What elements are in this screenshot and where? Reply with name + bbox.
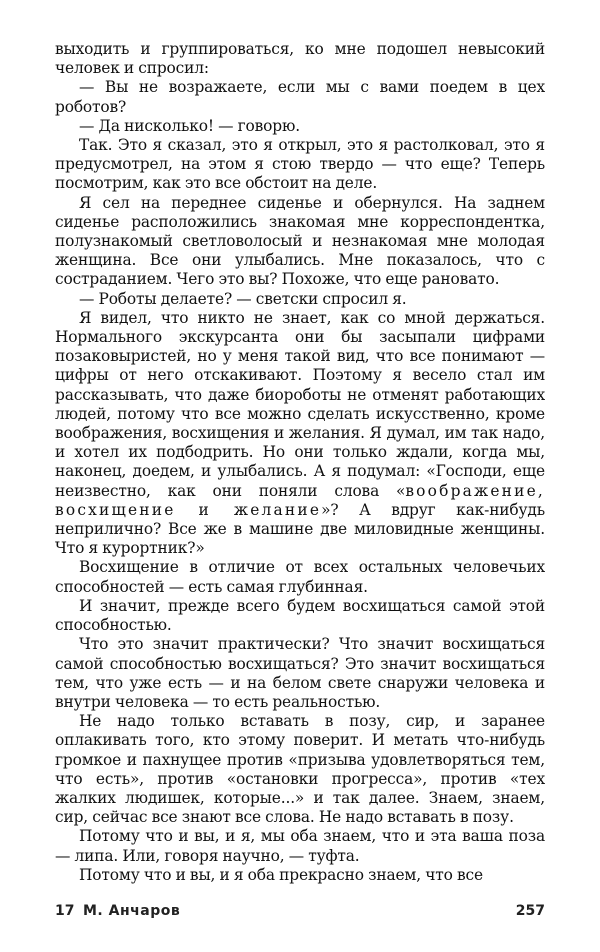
- paragraph: И значит, прежде всего будем восхищаться самой этой способностью.: [55, 596, 545, 635]
- paragraph-text-after: »? А вдруг как-нибудь неприлично? Все же в машине две миловидные женщины. Что я курортник?»: [55, 500, 545, 558]
- paragraph: выходить и группироваться, ко мне подошел невысокий человек и спросил:: [55, 40, 545, 78]
- footer-author: М. Анчаров: [83, 903, 181, 919]
- paragraph: Что это значит практически? Что значит восхищаться самой способностью восхищаться? Это значит восхищаться тем, что уже есть — и на белом свете снаружи человека и внутри человека — то есть реальностью.: [55, 635, 545, 711]
- page-footer: [55, 903, 545, 925]
- signature-mark: 17: [55, 903, 75, 919]
- paragraph: — Роботы делаете? — светски спросил я.: [79, 289, 407, 308]
- paragraph-text-before: Я видел, что никто не знает, как со мной держаться. Нормального экскурсанта они бы засыпали цифрами позаковыристей, но у меня такой вид, что все понимают — цифры от него отскакивают. Поэтому я весело стал им рассказывать, что даже биороботы не отменят работающих людей, потому что все можно сделать искусственно, кроме воображения, восхищения и желания. Я думал, им так надо, и хотел их подбодрить. Но они только ждали, когда мы, наконец, доедем, и улыбались. А я подумал: «Господи, еще неизвестно, как они поняли слова «: [55, 308, 545, 500]
- paragraph: Не надо только вставать в позу, сир, и заранее оплакивать того, кто этому поверит. И метать что-нибудь громкое и пахнущее против «призыва удовлетворяться тем, что есть», против «остановки прогресса», против «тех жалких людишек, которые...» и так далее. Знаем, знаем, сир, сейчас все знают все слова. Не надо вставать в позу.: [55, 712, 545, 827]
- paragraph: Я сел на переднее сиденье и обернулся. На заднем сиденье расположились знакомая мне корреспондентка, полузнакомый светловолосый и незнакомая мне молодая женщина. Все они улыбались. Мне показалось, что с состраданием. Чего это вы? Похоже, что еще рановато.: [55, 193, 545, 289]
- paragraph: Восхищение в отличие от всех остальных человечьих способностей — есть самая глубинная.: [55, 558, 545, 596]
- paragraph: — Вы не возражаете, если мы с вами поедем в цех роботов?: [55, 78, 545, 116]
- page-text: [55, 40, 545, 885]
- paragraph: Потому что и вы, и я, мы оба знаем, что и эта ваша поза — липа. Или, говоря научно, — туфта.: [55, 827, 545, 865]
- paragraph: [55, 309, 545, 559]
- paragraph: Так. Это я сказал, это я открыл, это я растолковал, это я предусмотрел, на этом я стою твердо — что еще? Теперь посмотрим, как это все обстоит на деле.: [55, 136, 545, 193]
- paragraph: — Да нисколько! — говорю.: [79, 116, 300, 135]
- spaced-emphasis: воображение, восхищение и желание: [55, 481, 545, 519]
- paragraph: Потому что и вы, и я оба прекрасно знаем, что все: [79, 865, 483, 884]
- page-number: 257: [515, 903, 545, 919]
